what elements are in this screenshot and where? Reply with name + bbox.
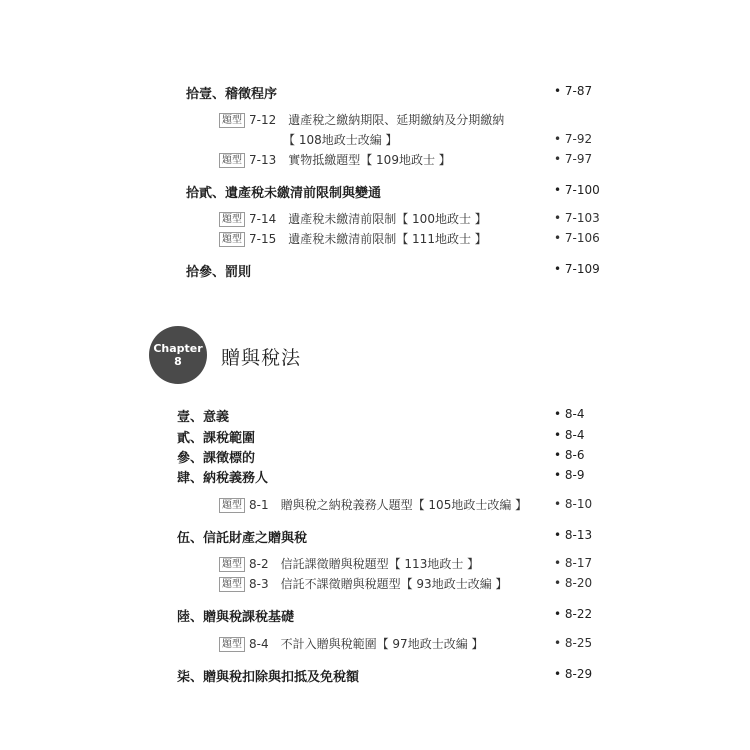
- section-heading: 貳、課稅範圍: [177, 431, 256, 446]
- question-type-text: 遺產稅未繳清前限制【 111地政士 】: [288, 232, 487, 246]
- question-type-tag: 題型: [219, 153, 245, 168]
- question-type-text: 不計入贈與稅範圍【 97地政士改編 】: [280, 637, 484, 651]
- page-number: • 8-4: [554, 428, 585, 442]
- question-type-number: 7-15: [249, 232, 277, 246]
- page-number: • 8-29: [554, 667, 593, 681]
- question-type-tag: 題型: [219, 577, 245, 592]
- page-number: • 8-4: [554, 407, 585, 421]
- page-number: • 8-9: [554, 468, 585, 482]
- page-number: • 7-97: [554, 152, 593, 166]
- question-type-number: 8-1: [249, 498, 269, 512]
- question-type-tag: 題型: [219, 113, 245, 128]
- section-heading: 拾參、罰則: [186, 265, 252, 280]
- page-number: • 7-109: [554, 262, 600, 276]
- question-type-tag: 題型: [219, 232, 245, 247]
- page-number: • 8-10: [554, 497, 593, 511]
- section-heading: 陸、贈與稅課稅基礎: [177, 610, 295, 625]
- question-type-tag: 題型: [219, 557, 245, 572]
- page-number: • 8-6: [554, 448, 585, 462]
- chapter-title: 贈與稅法: [221, 347, 302, 369]
- section-heading: 壹、意義: [177, 410, 230, 425]
- question-type-tag: 題型: [219, 212, 245, 227]
- question-type-number: 7-12: [249, 113, 277, 127]
- question-type-tag: 題型: [219, 637, 245, 652]
- question-type-text: 遺產稅未繳清前限制【 100地政士 】: [288, 212, 487, 226]
- question-type-text: 遺產稅之繳納期限、延期繳納及分期繳納: [288, 113, 505, 127]
- question-type-entry: [219, 151, 451, 168]
- question-type-entry: [219, 555, 479, 572]
- page-number: • 7-106: [554, 231, 600, 245]
- section-heading: 柒、贈與稅扣除與扣抵及免稅額: [177, 670, 360, 685]
- question-type-entry: [219, 496, 527, 513]
- section-heading: 參、課徵標的: [177, 451, 256, 466]
- question-type-entry: [219, 210, 487, 227]
- page-number: • 8-22: [554, 607, 593, 621]
- question-type-text: 贈與稅之納稅義務人題型【 105地政士改編 】: [280, 498, 528, 512]
- page-number: • 8-13: [554, 528, 593, 542]
- question-type-tag: 題型: [219, 498, 245, 513]
- question-type-text: 信託課徵贈與稅題型【 113地政士 】: [280, 557, 480, 571]
- page-number: • 7-87: [554, 84, 593, 98]
- question-type-number: 7-14: [249, 212, 277, 226]
- question-type-entry: [219, 575, 508, 592]
- section-heading: 肆、納稅義務人: [177, 471, 269, 486]
- question-type-entry: [219, 635, 484, 652]
- chapter-badge: Chapter 8: [149, 326, 207, 384]
- page-number: • 7-100: [554, 183, 600, 197]
- page-number: • 8-25: [554, 636, 593, 650]
- section-heading: 伍、信託財產之贈與稅: [177, 531, 308, 546]
- question-type-source: 【 108地政士改編 】: [283, 133, 398, 147]
- question-type-entry: [219, 111, 504, 128]
- page-number: • 8-20: [554, 576, 593, 590]
- section-heading: 拾貳、遺產稅未繳清前限制與變通: [186, 186, 382, 201]
- question-type-number: 7-13: [249, 153, 277, 167]
- question-type-text: 實物抵繳題型【 109地政士 】: [288, 153, 451, 167]
- section-heading: 拾壹、稽徵程序: [186, 87, 278, 102]
- question-type-text: 信託不課徵贈與稅題型【 93地政士改編 】: [280, 577, 508, 591]
- question-type-number: 8-2: [249, 557, 269, 571]
- question-type-entry: [219, 230, 487, 247]
- question-type-number: 8-3: [249, 577, 269, 591]
- page-number: • 8-17: [554, 556, 593, 570]
- question-type-number: 8-4: [249, 637, 269, 651]
- page-number: • 7-92: [554, 132, 593, 146]
- page-number: • 7-103: [554, 211, 600, 225]
